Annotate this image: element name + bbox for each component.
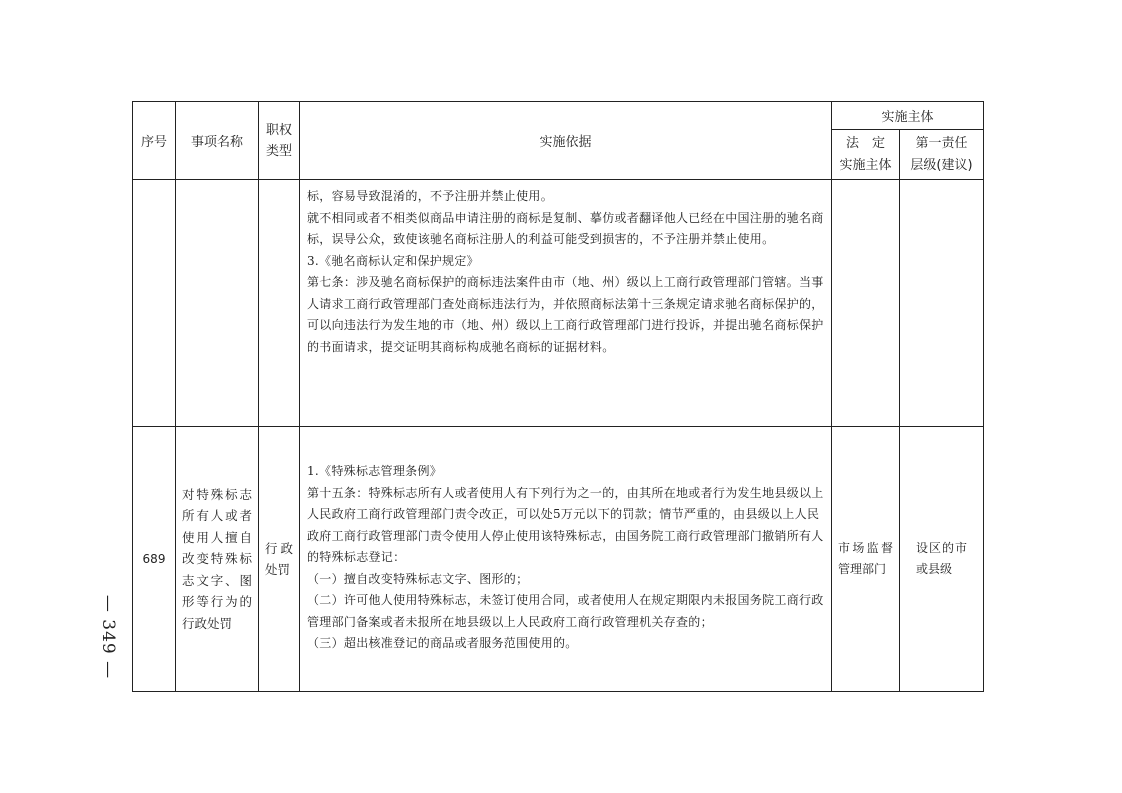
header-type-line1: 职权 (265, 122, 292, 138)
row-no (133, 180, 176, 427)
header-type-line2: 类型 (265, 143, 292, 159)
header-no: 序号 (133, 102, 176, 180)
administrative-penalty-table (132, 101, 984, 692)
header-level-line2: 层级(建议) (910, 157, 973, 173)
header-legal-line1: 法 定 (845, 135, 885, 151)
row-basis (300, 180, 832, 427)
row-level (900, 180, 984, 427)
row-legal: 市场监督管理部门 (832, 427, 900, 692)
basis-paragraph: （一）擅自改变特殊标志文字、图形的； (307, 571, 529, 586)
basis-paragraph: 第十五条：特殊标志所有人或者使用人有下列行为之一的，由其所在地或者行为发生地县级以上人民政府工商行政管理部门责令改正，可以处5万元以下的罚款；情节严重的，由县级以上人民政府工商行政管理部门责令使用人停止使用该特殊标志，由国务院工商行政管理部门撤销所有人的特殊标志登记： (307, 485, 824, 564)
header-subject: 实施主体 (832, 102, 984, 130)
header-legal-line2: 实施主体 (839, 157, 892, 173)
header-legal (832, 130, 900, 180)
header-type (259, 102, 300, 180)
row-basis (300, 427, 832, 692)
table-row (133, 427, 984, 692)
row-name: 对特殊标志所有人或者使用人擅自改变特殊标志文字、图形等行为的行政处罚 (176, 427, 259, 692)
row-level: 设区的市或县级 (900, 427, 984, 692)
basis-paragraph: （二）许可他人使用特殊标志，未签订使用合同，或者使用人在规定期限内未报国务院工商行政管理部门备案或者未报所在地县级以上人民政府工商行政管理机关存查的； (307, 593, 824, 629)
header-level-line1: 第一责任 (915, 135, 968, 151)
row-type: 行政处罚 (259, 427, 300, 692)
row-no: 689 (133, 427, 176, 692)
row-name (176, 180, 259, 427)
row-type (259, 180, 300, 427)
basis-paragraph: （三）超出核准登记的商品或者服务范围使用的。 (307, 636, 578, 650)
basis-paragraph: 第七条：涉及驰名商标保护的商标违法案件由市（地、州）级以上工商行政管理部门管辖。当事人请求工商行政管理部门查处商标违法行为，并依照商标法第十三条规定请求驰名商标保护的，可以向违法行为发生地的市（地、州）级以上工商行政管理部门进行投诉，并提出驰名商标保护的书面请求，提交证明其商标构成驰名商标的证据材料。 (307, 275, 824, 354)
header-level (900, 130, 984, 180)
basis-paragraph: 就不相同或者不相类似商品申请注册的商标是复制、摹仿或者翻译他人已经在中国注册的驰名商标，误导公众，致使该驰名商标注册人的利益可能受到损害的，不予注册并禁止使用。 (307, 210, 824, 246)
page-number (88, 592, 128, 682)
header-basis: 实施依据 (300, 102, 832, 180)
row-legal (832, 180, 900, 427)
basis-paragraph: 标，容易导致混淆的，不予注册并禁止使用。 (307, 189, 554, 203)
table-row (133, 180, 984, 427)
header-name: 事项名称 (176, 102, 259, 180)
page-number-text: — 349 — (98, 594, 119, 680)
basis-paragraph: 1.《特殊标志管理条例》 (307, 464, 443, 478)
basis-paragraph: 3.《驰名商标认定和保护规定》 (307, 253, 479, 268)
